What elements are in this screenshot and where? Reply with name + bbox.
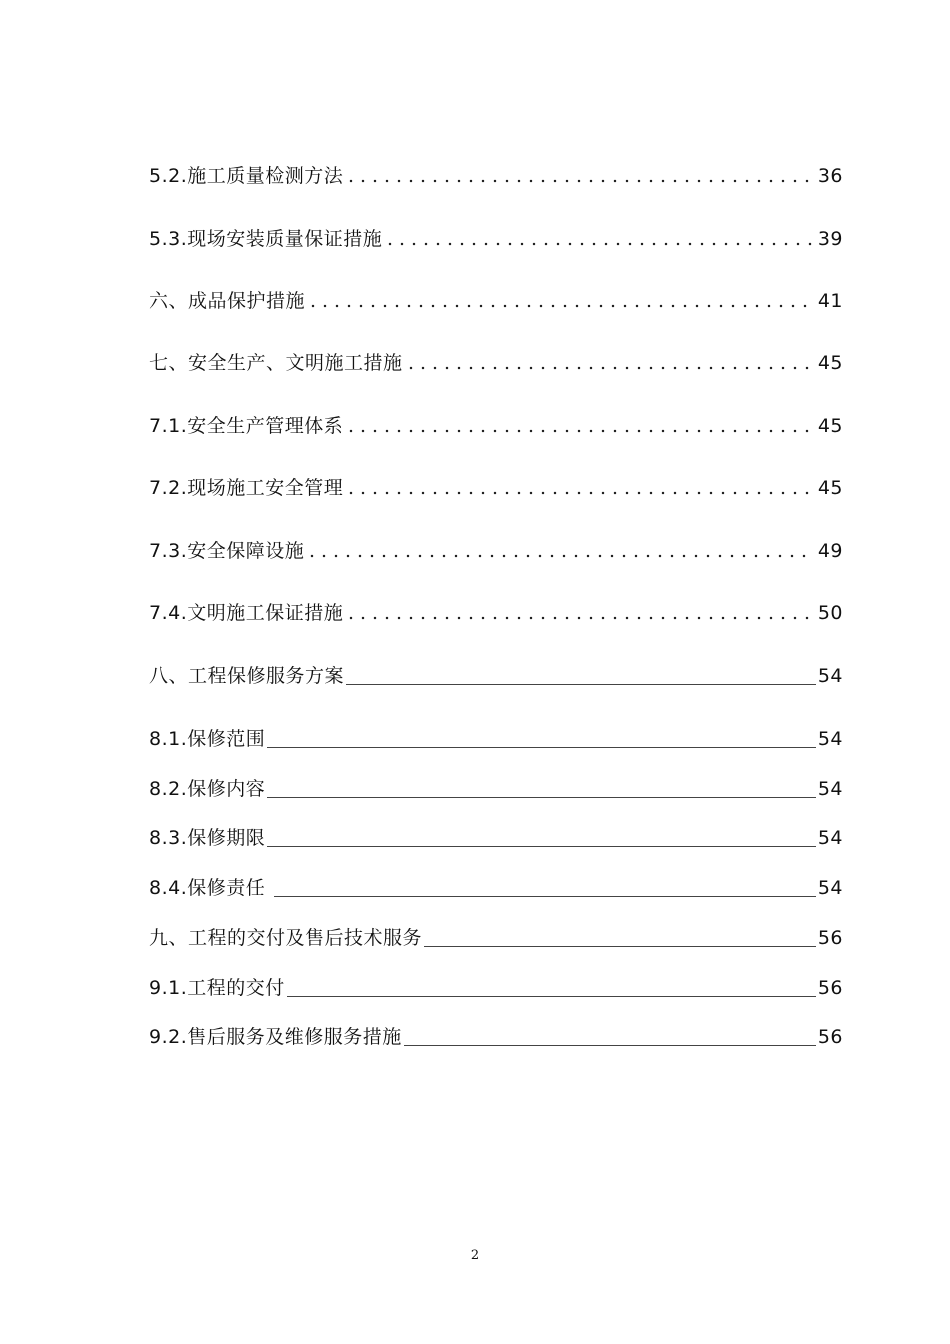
dot-leader [306, 552, 814, 560]
line-leader [267, 846, 816, 847]
toc-entry[interactable] [149, 601, 843, 625]
toc-entry[interactable] [149, 976, 843, 1000]
toc-entry-page: 54 [817, 827, 843, 849]
dot-leader [345, 177, 814, 185]
toc-entry[interactable] [149, 227, 843, 251]
toc-entry-title: 7.4.文明施工保证措施 [149, 602, 344, 624]
line-leader [346, 684, 816, 685]
toc-entry-page: 45 [817, 352, 843, 374]
line-leader [267, 747, 816, 748]
toc-entry[interactable] [149, 926, 843, 950]
toc-entry[interactable] [149, 164, 843, 188]
line-leader [404, 1045, 816, 1046]
toc-entry-title: 7.3.安全保障设施 [149, 540, 305, 562]
toc-entry-page: 54 [817, 665, 843, 687]
toc-entry[interactable] [149, 476, 843, 500]
toc-entry-page: 50 [817, 602, 843, 624]
line-leader [424, 946, 816, 947]
dot-leader [384, 240, 814, 248]
toc-entry-page: 36 [817, 165, 843, 187]
line-leader [287, 996, 816, 997]
line-leader [274, 896, 816, 897]
toc-entry-page: 54 [817, 778, 843, 800]
toc-entry-title: 8.1.保修范围 [149, 728, 266, 750]
toc-entry[interactable] [149, 826, 843, 850]
toc-entry-page: 39 [817, 228, 843, 250]
dot-leader [345, 614, 814, 622]
toc-entry-title: 八、工程保修服务方案 [149, 665, 345, 687]
toc-entry[interactable] [149, 351, 843, 375]
toc-entry-title: 七、安全生产、文明施工措施 [149, 352, 403, 374]
toc-entry[interactable] [149, 414, 843, 438]
toc-entry-title: 8.3.保修期限 [149, 827, 266, 849]
toc-entry[interactable] [149, 727, 843, 751]
toc-entry-title: 8.4.保修责任 [149, 877, 272, 899]
toc-entry-page: 54 [817, 728, 843, 750]
toc-entry-title: 5.3.现场安装质量保证措施 [149, 228, 383, 250]
toc-entry-title: 7.1.安全生产管理体系 [149, 415, 344, 437]
toc-entry[interactable] [149, 876, 843, 900]
toc-entry-page: 56 [817, 1026, 843, 1048]
dot-leader [405, 364, 814, 372]
toc-entry-title: 9.2.售后服务及维修服务措施 [149, 1026, 402, 1048]
toc-entry-page: 45 [817, 415, 843, 437]
toc-entry-page: 56 [817, 927, 843, 949]
dot-leader [345, 427, 814, 435]
dot-leader [307, 302, 814, 310]
toc-entry-title: 8.2.保修内容 [149, 778, 266, 800]
toc-entry-title: 7.2.现场施工安全管理 [149, 477, 344, 499]
toc-entry[interactable] [149, 664, 843, 688]
toc-entry[interactable] [149, 289, 843, 313]
toc-entry-page: 45 [817, 477, 843, 499]
page-number: 2 [470, 1248, 480, 1263]
toc-entry[interactable] [149, 1025, 843, 1049]
dot-leader [345, 489, 814, 497]
toc-entry-page: 54 [817, 877, 843, 899]
toc-entry[interactable] [149, 777, 843, 801]
toc-entry-page: 56 [817, 977, 843, 999]
toc-entry-page: 49 [817, 540, 843, 562]
line-leader [267, 797, 816, 798]
toc-entry[interactable] [149, 539, 843, 563]
toc-entry-page: 41 [817, 290, 843, 312]
toc-entry-title: 九、工程的交付及售后技术服务 [149, 927, 423, 949]
toc-entry-title: 9.1.工程的交付 [149, 977, 285, 999]
toc-entry-title: 六、成品保护措施 [149, 290, 306, 312]
toc-entry-title: 5.2.施工质量检测方法 [149, 165, 344, 187]
